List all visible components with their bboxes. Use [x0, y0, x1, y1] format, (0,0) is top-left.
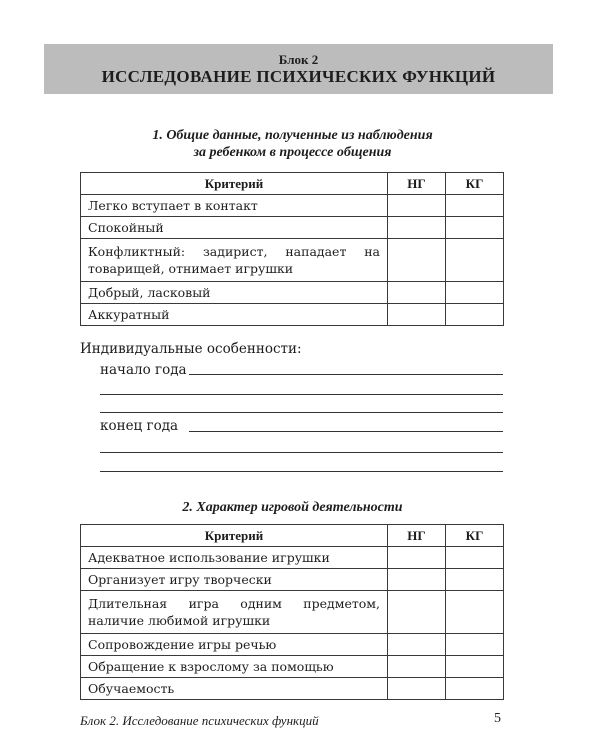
ng-cell[interactable]: [388, 547, 446, 569]
kg-cell[interactable]: [446, 591, 504, 634]
kg-cell[interactable]: [446, 282, 504, 304]
column-header-kg: КГ: [446, 173, 504, 195]
observation-table: [80, 172, 504, 326]
section1-heading-line2: за ребенком в процессе общения: [193, 145, 392, 160]
ng-cell[interactable]: [388, 304, 446, 326]
criterion-cell: Организует игру творчески: [81, 569, 388, 591]
block-title-banner: [44, 44, 553, 94]
table-row: [81, 634, 504, 656]
ng-cell[interactable]: [388, 656, 446, 678]
kg-cell[interactable]: [446, 195, 504, 217]
write-line[interactable]: [100, 394, 503, 395]
table-row: [81, 678, 504, 700]
column-header-criterion: Критерий: [81, 173, 388, 195]
column-header-kg: КГ: [446, 525, 504, 547]
ng-cell[interactable]: [388, 282, 446, 304]
year-start-label: начало года: [100, 362, 187, 378]
kg-cell[interactable]: [446, 656, 504, 678]
kg-cell[interactable]: [446, 217, 504, 239]
table-row: [81, 656, 504, 678]
kg-cell[interactable]: [446, 239, 504, 282]
column-header-ng: НГ: [388, 173, 446, 195]
table-header-row: [81, 525, 504, 547]
write-line[interactable]: [100, 412, 503, 413]
running-footer: Блок 2. Исследование психических функций: [80, 713, 319, 728]
table-row: [81, 591, 504, 634]
year-end-label: конец года: [100, 418, 179, 434]
table-row: [81, 569, 504, 591]
table-row: [81, 282, 504, 304]
ng-cell[interactable]: [388, 195, 446, 217]
ng-cell[interactable]: [388, 569, 446, 591]
kg-cell[interactable]: [446, 634, 504, 656]
ng-cell[interactable]: [388, 678, 446, 700]
criterion-cell: Сопровождение игры речью: [81, 634, 388, 656]
ng-cell[interactable]: [388, 634, 446, 656]
section2-heading: 2. Характер игровой деятельности: [182, 500, 403, 515]
table-row: [81, 217, 504, 239]
kg-cell[interactable]: [446, 304, 504, 326]
table-row: [81, 239, 504, 282]
kg-cell[interactable]: [446, 678, 504, 700]
ng-cell[interactable]: [388, 217, 446, 239]
write-line[interactable]: [100, 471, 503, 472]
column-header-criterion: Критерий: [81, 525, 388, 547]
table-row: [81, 195, 504, 217]
criterion-cell: Конфликтный: задирист, нападает на товарищей, отнимает игрушки: [81, 239, 388, 282]
write-line[interactable]: [100, 452, 503, 453]
ng-cell[interactable]: [388, 591, 446, 634]
criterion-cell: Легко вступает в контакт: [81, 195, 388, 217]
criterion-cell: Обращение к взрослому за помощью: [81, 656, 388, 678]
criterion-cell: Аккуратный: [81, 304, 388, 326]
section1-heading-line1: 1. Общие данные, полученные из наблюдения: [152, 128, 433, 143]
column-header-ng: НГ: [388, 525, 446, 547]
kg-cell[interactable]: [446, 569, 504, 591]
year-end-write-line[interactable]: [189, 431, 503, 432]
section1-heading: [80, 127, 505, 161]
block-title: ИССЛЕДОВАНИЕ ПСИХИЧЕСКИХ ФУНКЦИЙ: [101, 67, 496, 86]
table-row: [81, 547, 504, 569]
criterion-cell: Добрый, ласковый: [81, 282, 388, 304]
table-row: [81, 304, 504, 326]
year-start-write-line[interactable]: [189, 374, 503, 375]
criterion-cell: Спокойный: [81, 217, 388, 239]
criterion-cell: Обучаемость: [81, 678, 388, 700]
criterion-cell: Адекватное использование игрушки: [81, 547, 388, 569]
criterion-cell: Длительная игра одним предметом, наличие любимой игрушки: [81, 591, 388, 634]
table-header-row: [81, 173, 504, 195]
play-activity-table: [80, 524, 504, 700]
kg-cell[interactable]: [446, 547, 504, 569]
individual-features-label: Индивидуальные особенности:: [80, 341, 302, 357]
ng-cell[interactable]: [388, 239, 446, 282]
page-number: 5: [494, 711, 501, 726]
block-number: Блок 2: [278, 52, 319, 67]
